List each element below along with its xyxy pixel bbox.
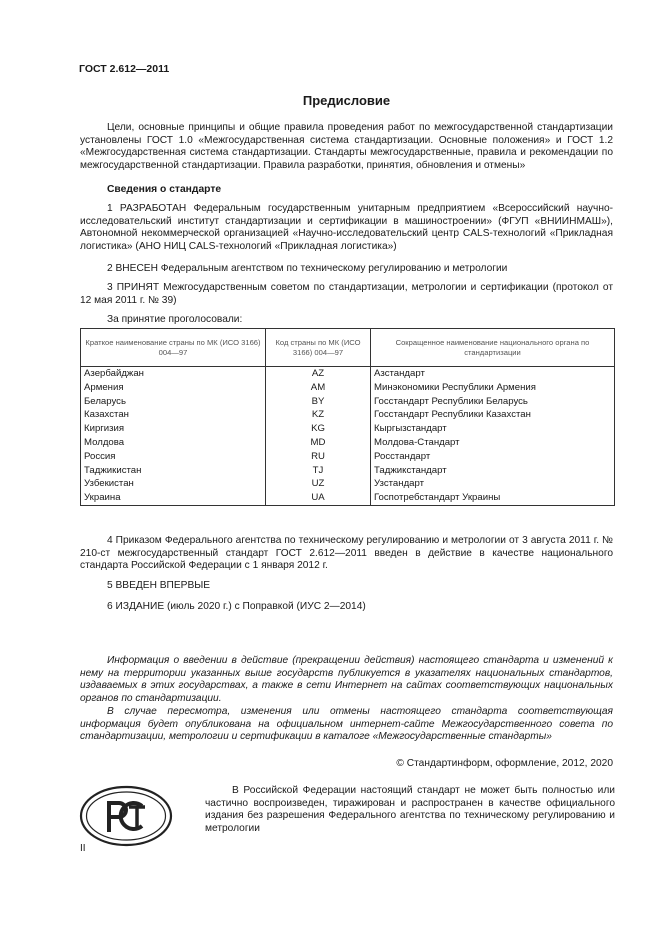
country-cell: Россия [81, 450, 266, 464]
code-cell: RU [266, 450, 371, 464]
code-cell: KG [266, 422, 371, 436]
table-row [81, 408, 615, 422]
code-cell: UZ [266, 477, 371, 491]
country-cell: Украина [81, 491, 266, 505]
table-row [81, 422, 615, 436]
page-number: II [80, 843, 86, 854]
table-row [81, 491, 615, 505]
page-title: Предисловие [302, 93, 391, 108]
code-cell: BY [266, 395, 371, 409]
body-cell: Азстандарт [371, 367, 615, 381]
code-cell: AM [266, 381, 371, 395]
code-cell: UA [266, 491, 371, 505]
table-row [81, 367, 615, 381]
item-submitted: 2 ВНЕСЕН Федеральным агентством по техническому регулированию и метрологии [107, 263, 508, 274]
table-header-row [81, 329, 615, 367]
country-cell: Армения [81, 381, 266, 395]
info-revision-note: В случае пересмотра, изменения или отмены настоящего стандарта соответствующая информация будет опубликована на официальном интернет-сайте Межгосударственного совета по стандартизации, метрологии и сертификации в каталоге «Межгосударственные стандарты» [80, 706, 613, 743]
column-header-body: Сокращенное наименование национального органа по стандартизации [371, 329, 615, 367]
body-cell: Госпотребстандарт Украины [371, 491, 615, 505]
table-row [81, 436, 615, 450]
item-enacted: 4 Приказом Федерального агентства по техническому регулированию и метрологии от 3 августа 2011 г. № 210-ст межгосударственный стандарт ГОСТ 2.612—2011 введен в действие в качестве национального стандарта Российской Федерации с 1 января 2012 г. [80, 535, 613, 572]
country-cell: Узбекистан [81, 477, 266, 491]
document-code: ГОСТ 2.612—2011 [79, 63, 170, 75]
country-cell: Азербайджан [81, 367, 266, 381]
table-row [81, 477, 615, 491]
table-row [81, 450, 615, 464]
copyright: © Стандартинформ, оформление, 2012, 2020 [396, 758, 613, 769]
info-introduction-note: Информация о введении в действие (прекращении действия) настоящего стандарта и изменений к нему на территории указанных выше государств публикуется в указателях национальных стандартов, издаваемых в этих государствах, а также в сети Интернет на сайтах соответствующих национальных органов по стандартизации. [80, 655, 613, 704]
code-cell: TJ [266, 464, 371, 478]
intro-paragraph: Цели, основные принципы и общие правила проведения работ по межгосударственной стандартизации установлены ГОСТ 1.0 «Межгосударственная система стандартизации. Основные положения» и ГОСТ 1.2 «Межгосударственная система стандартизации. Стандарты межгосударственные, правила и рекомендации по межгосударственной стандартизации. Правила разработки, принятия, обновления и отмены» [80, 122, 613, 171]
country-cell: Киргизия [81, 422, 266, 436]
body-cell: Кыргызстандарт [371, 422, 615, 436]
item-edition: 6 ИЗДАНИЕ (июль 2020 г.) с Поправкой (ИУС 2—2014) [107, 601, 366, 612]
body-cell: Госстандарт Республики Беларусь [371, 395, 615, 409]
section-title: Сведения о стандарте [107, 184, 222, 195]
table-row [81, 395, 615, 409]
body-cell: Минэкономики Республики Армения [371, 381, 615, 395]
body-cell: Молдова-Стандарт [371, 436, 615, 450]
code-cell: AZ [266, 367, 371, 381]
item-first-introduced: 5 ВВЕДЕН ВПЕРВЫЕ [107, 580, 211, 591]
country-cell: Таджикистан [81, 464, 266, 478]
rst-mark-icon [79, 785, 173, 852]
table-row [81, 381, 615, 395]
body-cell: Росстандарт [371, 450, 615, 464]
code-cell: MD [266, 436, 371, 450]
item-developed: 1 РАЗРАБОТАН Федеральным государственным унитарным предприятием «Всероссийский научно-исследовательский институт стандартизации и сертификации в машиностроении» (ФГУП «ВНИИНМАШ»), Автономной некоммерческой организацией «Научно-исследовательский центр CALS-технологий «Прикладная логистика» (АНО НИЦ CALS-технологий «Прикладная логистика») [80, 203, 613, 252]
countries-table [80, 328, 615, 506]
body-cell: Госстандарт Республики Казахстан [371, 408, 615, 422]
body-cell: Узстандарт [371, 477, 615, 491]
body-cell: Таджикстандарт [371, 464, 615, 478]
country-cell: Казахстан [81, 408, 266, 422]
country-cell: Молдова [81, 436, 266, 450]
country-cell: Беларусь [81, 395, 266, 409]
item-adopted: 3 ПРИНЯТ Межгосударственным советом по стандартизации, метрологии и сертификации (протокол от 12 мая 2011 г. № 39) [80, 282, 613, 306]
column-header-code: Код страны по МК (ИСО 3166) 004—97 [266, 329, 371, 367]
table-row [81, 464, 615, 478]
code-cell: KZ [266, 408, 371, 422]
column-header-country: Краткое наименование страны по МК (ИСО 3166) 004—97 [81, 329, 266, 367]
reproduction-notice: В Российской Федерации настоящий стандарт не может быть полностью или частично воспроизведен, тиражирован и распространен в качестве официального издания без разрешения Федерального агентства по техническому регулированию и метрологии [205, 785, 615, 834]
voted-label: За принятие проголосовали: [107, 314, 243, 325]
